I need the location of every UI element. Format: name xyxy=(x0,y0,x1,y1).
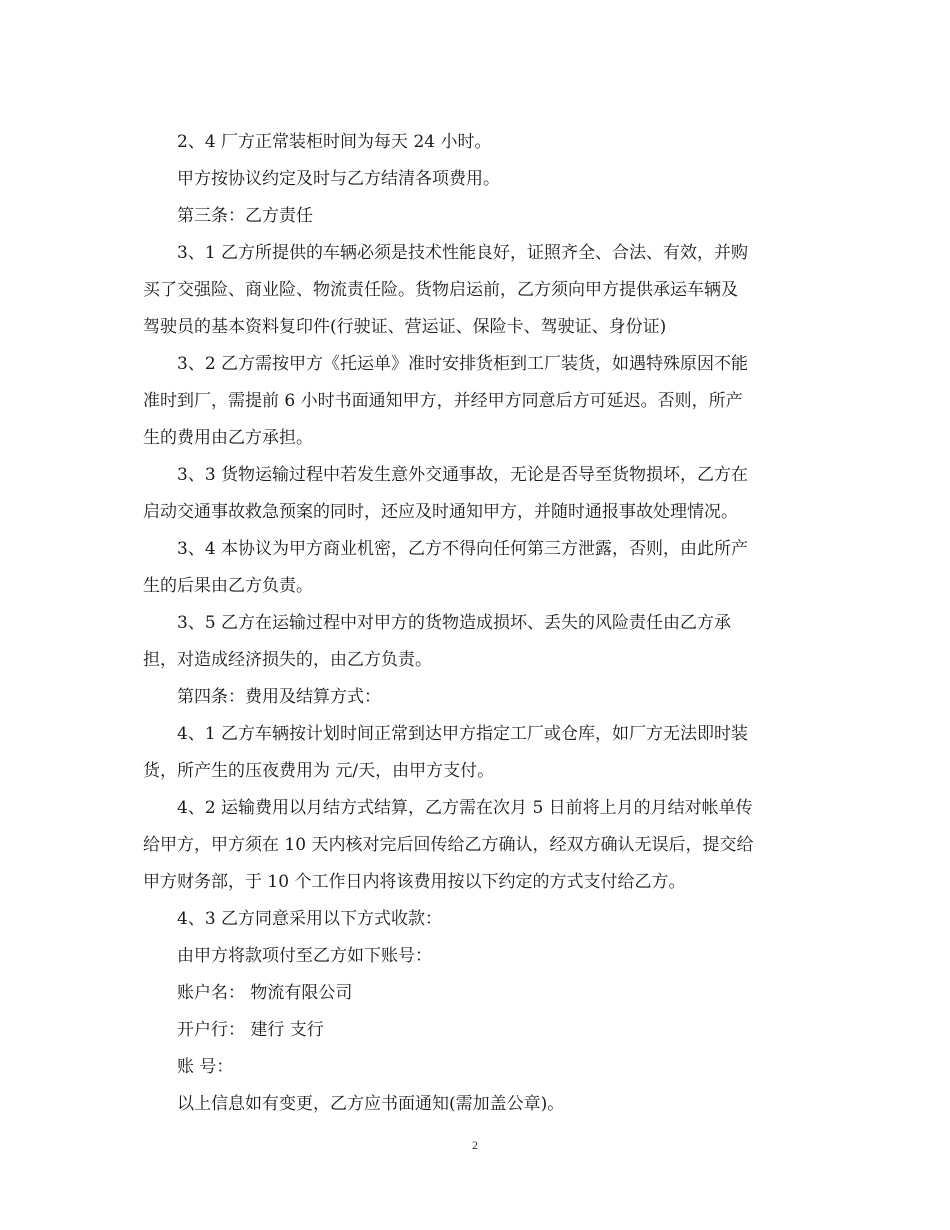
page-number: 2 xyxy=(472,1138,478,1152)
text-line: 3、4 本协议为甲方商业机密，乙方不得向任何第三方泄露，否则，由此所产 xyxy=(177,539,749,559)
text-line: 2、4 厂方正常装柜时间为每天 24 小时。 xyxy=(177,132,492,152)
text-line: 货，所产生的压夜费用为 元/天，由甲方支付。 xyxy=(143,761,495,781)
text-line: 买了交强险、商业险、物流责任险。货物启运前，乙方须向甲方提供承运车辆及 xyxy=(143,280,738,300)
account-number-line: 账 号： xyxy=(177,1057,234,1077)
text-line: 由甲方将款项付至乙方如下账号： xyxy=(177,946,432,966)
text-line: 担，对造成经济损失的，由乙方负责。 xyxy=(143,650,432,670)
section-heading: 第四条：费用及结算方式： xyxy=(177,687,381,707)
text-line: 以上信息如有变更，乙方应书面通知(需加盖公章)。 xyxy=(177,1094,565,1114)
text-line: 3、5 乙方在运输过程中对甲方的货物造成损坏、丢失的风险责任由乙方承 xyxy=(177,613,732,633)
account-name-line: 账户名： 物流有限公司 xyxy=(177,983,353,1003)
text-line: 4、2 运输费用以月结方式结算，乙方需在次月 5 日前将上月的月结对帐单传 xyxy=(177,798,753,818)
text-line: 驾驶员的基本资料复印件(行驶证、营运证、保险卡、驾驶证、身份证) xyxy=(143,317,667,337)
text-line: 4、1 乙方车辆按计划时间正常到达甲方指定工厂或仓库，如厂方无法即时装 xyxy=(177,724,749,744)
text-line: 准时到厂，需提前 6 小时书面通知甲方，并经甲方同意后方可延迟。否则，所产 xyxy=(143,391,743,411)
text-line: 生的后果由乙方负责。 xyxy=(143,576,313,596)
bank-line: 开户行： 建行 支行 xyxy=(177,1020,324,1040)
text-line: 3、3 货物运输过程中若发生意外交通事故，无论是否导至货物损坏，乙方在 xyxy=(177,465,749,485)
text-line: 给甲方，甲方须在 10 天内核对完后回传给乙方确认，经双方确认无误后，提交给 xyxy=(143,835,754,855)
text-line: 3、1 乙方所提供的车辆必须是技术性能良好，证照齐全、合法、有效，并购 xyxy=(177,243,749,263)
text-line: 甲方按协议约定及时与乙方结清各项费用。 xyxy=(177,169,500,189)
text-line: 4、3 乙方同意采用以下方式收款： xyxy=(177,909,443,929)
text-line: 启动交通事故救急预案的同时，还应及时通知甲方，并随时通报事故处理情况。 xyxy=(143,502,738,522)
text-line: 3、2 乙方需按甲方《托运单》准时安排货柜到工厂装货，如遇特殊原因不能 xyxy=(177,354,749,374)
document-body xyxy=(143,124,807,1123)
text-line: 生的费用由乙方承担。 xyxy=(143,428,313,448)
text-line: 甲方财务部，于 10 个工作日内将该费用按以下约定的方式支付给乙方。 xyxy=(143,872,686,892)
section-heading: 第三条：乙方责任 xyxy=(177,206,313,226)
